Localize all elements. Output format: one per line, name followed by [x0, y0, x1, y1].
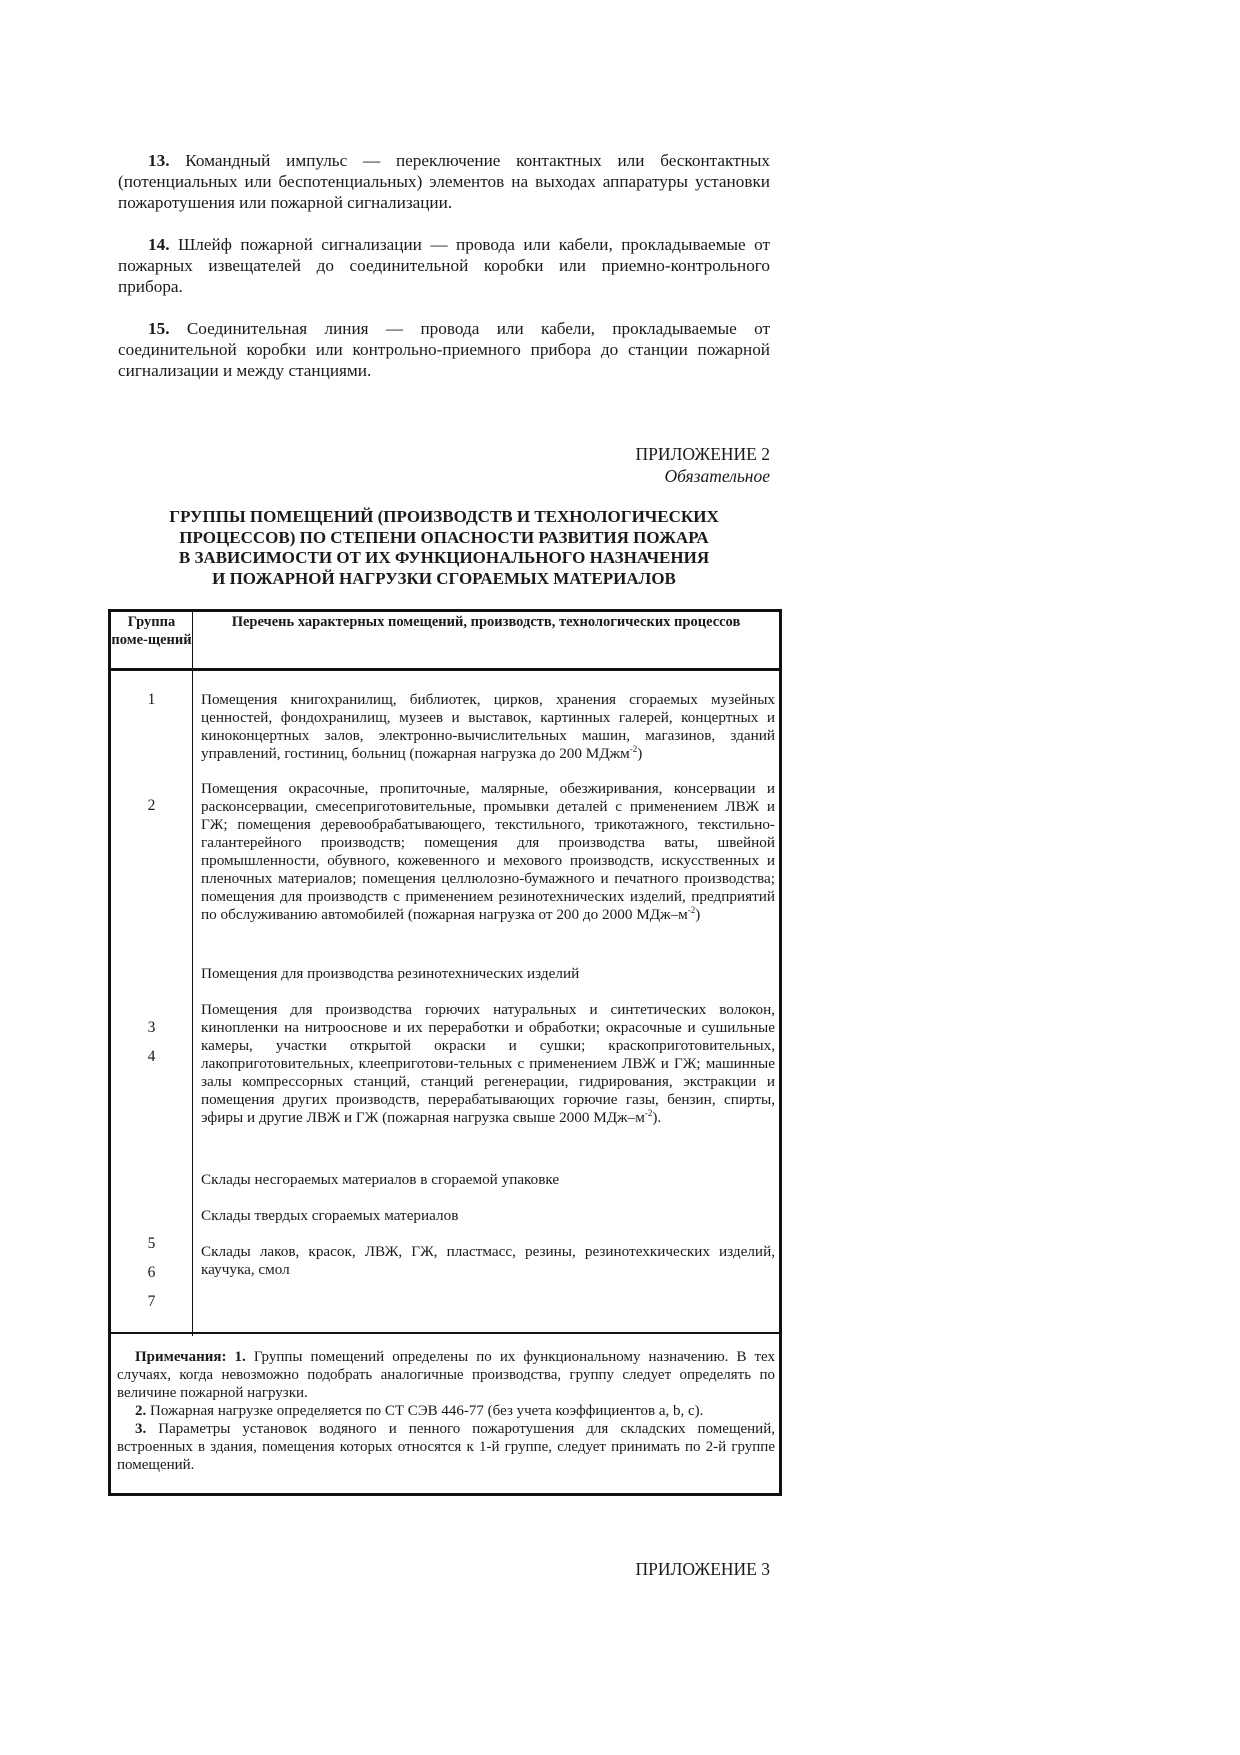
notes-separator [111, 1332, 779, 1334]
notes-label: Примечания: [135, 1349, 227, 1365]
group-description-5 [201, 1171, 775, 1189]
group-number: 3 [147, 1019, 156, 1036]
appendix-2-heading [520, 443, 770, 487]
table-notes [117, 1348, 775, 1474]
note-number: 3. [135, 1421, 147, 1437]
note-text: Параметры установок водяного и пенного пожаротушения для складских помещений, встроенных в здания, помещения которых относятся к 1-й группе, следует принимать по 2-й группе помещений. [117, 1421, 775, 1473]
description-text: Помещения для производства резинотехнических изделий [201, 965, 580, 982]
header-list: Перечень характерных помещений, производств, технологических процессов [231, 614, 741, 630]
group-number: 2 [147, 797, 156, 814]
paragraph-text: Шлейф пожарной сигнализации — провода или кабели, прокладываемые от пожарных извещателей до соединительной коробки или приемно-контрольного прибора. [118, 235, 770, 296]
note-2 [117, 1402, 775, 1420]
paragraph-number: 13. [148, 151, 170, 170]
title-line: В ЗАВИСИМОСТИ ОТ ИХ ФУНКЦИОНАЛЬНОГО НАЗНАЧЕНИЯ [178, 548, 710, 567]
note-3 [117, 1420, 775, 1474]
paragraph-number: 15. [148, 319, 170, 338]
document-title [118, 507, 770, 589]
paragraph-14 [118, 234, 770, 297]
description-superscript: -2 [644, 1107, 653, 1118]
description-text: Помещения окрасочные, пропиточные, малярные, обезжиривания, консервации и расконсервации, смесеприготовительные, промывки деталей с применением ЛВЖ и ГЖ; помещения деревообрабатывающего, текстильного, трикотажного, текстильно-галантерейного производств; помещения для производства ваты, швейной промышленности, обувного, кожевенного и мехового производств, искусственных и пленочных материалов; помещения целлюлозно-бумажного и печатного производства; помещения для производств с применением резинотехнических изделий, предприятий по обслуживанию автомобилей (пожарная нагрузка от 200 до 2000 МДж–м [201, 780, 775, 923]
group-number: 5 [147, 1235, 156, 1252]
description-end: ). [652, 1109, 662, 1126]
group-number: 7 [147, 1293, 156, 1310]
group-description-3 [201, 965, 775, 983]
description-end: ) [695, 906, 701, 923]
paragraph-13 [118, 150, 770, 213]
description-text: Помещения книгохранилищ, библиотек, цирков, хранения сгораемых музейных ценностей, фондохранилищ, музеев и выставок, картинных галерей, концертных и киноконцертных залов, электронно-вычислительных машин, магазинов, зданий управлений, гостиниц, больниц (пожарная нагрузка до 200 МДж [201, 691, 775, 762]
column-separator [192, 612, 193, 1336]
note-number: 1. [234, 1349, 246, 1365]
description-text: Склады несгораемых материалов в сгораемой упаковке [201, 1171, 560, 1188]
note-number: 2. [135, 1403, 147, 1419]
title-line: И ПОЖАРНОЙ НАГРУЗКИ СГОРАЕМЫХ МАТЕРИАЛОВ [212, 568, 676, 588]
group-description-6 [201, 1207, 775, 1225]
groups-table [108, 609, 782, 1496]
paragraph-15 [118, 318, 770, 381]
description-text: Склады лаков, красок, ЛВЖ, ГЖ, пластмасс, резины, резинотехкических изделий, каучука, смол [201, 1243, 775, 1278]
title-line: ПРОЦЕССОВ) ПО СТЕПЕНИ ОПАСНОСТИ РАЗВИТИЯ ПОЖАРА [179, 527, 709, 547]
paragraph-text: Соединительная линия — провода или кабели, прокладываемые от соединительной коробки или контрольно-приемного прибора до станции пожарной сигнализации и между станциями. [118, 319, 770, 380]
group-number: 4 [147, 1048, 156, 1065]
appendix-status: Обязательное [664, 466, 770, 486]
note-1 [117, 1348, 775, 1402]
description-text: Помещения для производства горючих натуральных и синтетических волокон, кинопленки на нитрооснове и их переработки и обработки; окрасочные и сушильные камеры, участки открытой окраски и сушки; краскоприготовительных, лакоприготовительных, клееприготови-тельных с применением ЛВЖ и ГЖ; машинные залы компрессорных станций, станций регенерации, гидрирования, экстракции и помещения других производств, перерабатывающих горючие газы, бензин, спирты, эфиры и другие ЛВЖ и ГЖ (пожарная нагрузка свыше 2000 МДж–м [201, 1001, 775, 1126]
appendix-label: ПРИЛОЖЕНИЕ 2 [635, 444, 770, 464]
group-description-2 [201, 780, 775, 924]
description-end: ) [637, 745, 643, 762]
description-unit: м [620, 745, 630, 762]
description-text: Склады твердых сгораемых материалов [201, 1207, 459, 1224]
note-text: Пожарная нагрузке определяется по СТ СЭВ 446-77 (без учета коэффициентов a, b, c). [146, 1403, 704, 1419]
paragraph-number: 14. [148, 235, 170, 254]
description-superscript: -2 [629, 743, 638, 754]
appendix-3-heading: ПРИЛОЖЕНИЕ 3 [635, 1559, 770, 1579]
paragraph-text: Командный импульс — переключение контактных или бесконтактных (потенциальных или беспотенциальных) элементов на выходах аппаратуры установки пожаротушения или пожарной сигнализации. [118, 151, 770, 212]
note-text: Группы помещений определены по их функциональному назначению. В тех случаях, когда невозможно подобрать аналогичные производства, группу следует определять по величине пожарной нагрузки. [117, 1349, 775, 1401]
group-description-4 [201, 1001, 775, 1127]
description-superscript: -2 [687, 904, 696, 915]
group-description-1 [201, 691, 775, 763]
title-line: ГРУППЫ ПОМЕЩЕНИЙ (ПРОИЗВОДСТВ И ТЕХНОЛОГИЧЕСКИХ [169, 507, 719, 526]
group-number: 6 [147, 1264, 156, 1281]
group-number: 1 [147, 691, 156, 708]
header-separator [111, 668, 779, 671]
header-group: Группа поме-щений [111, 614, 192, 648]
group-description-7 [201, 1243, 775, 1279]
